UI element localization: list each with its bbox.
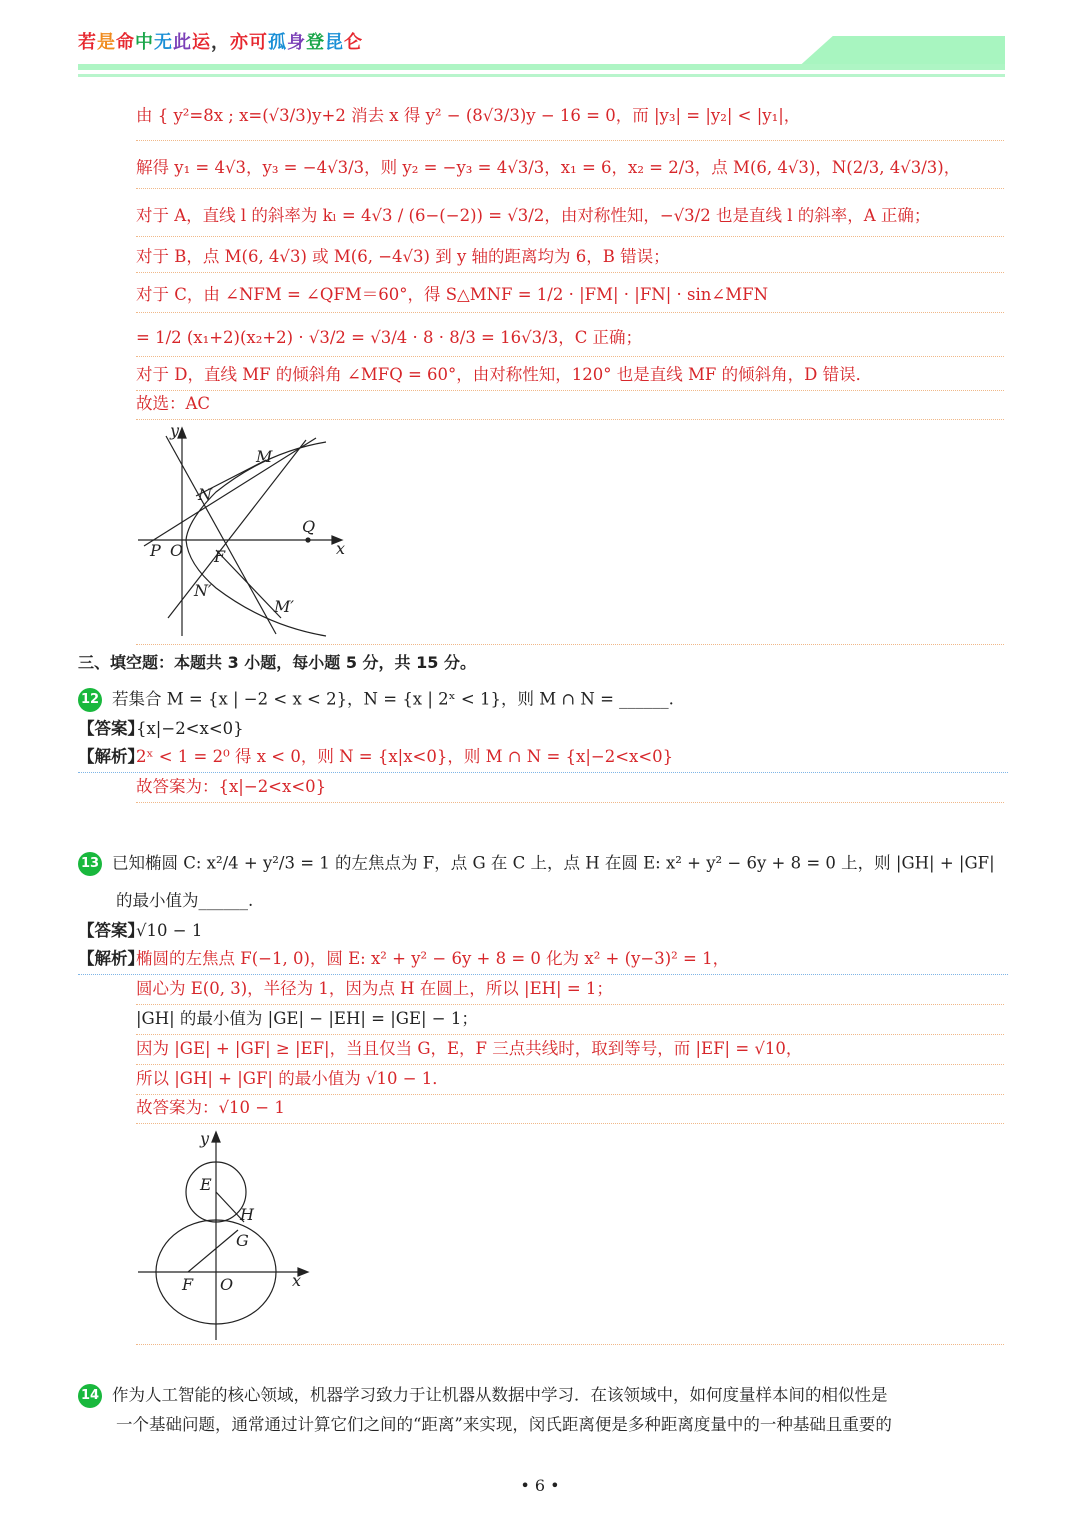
ellipse-figure: [136, 1126, 316, 1342]
answer-text: {x|−2<x<0}: [136, 719, 244, 738]
label-N: N: [198, 485, 212, 504]
divider: [136, 1344, 1004, 1345]
solution-line-8: 故选：AC: [136, 393, 1004, 420]
q13-answer: [78, 920, 1008, 942]
question-14: [78, 1384, 1008, 1408]
section-title: 三、填空题：本题共 3 小题，每小题 5 分，共 15 分。: [78, 653, 476, 672]
label-P: P: [150, 541, 161, 560]
slogan-char: 若: [78, 32, 97, 53]
solution-line-5: 对于 C，由 ∠NFM = ∠QFM＝60°，得 S△MNF = 1/2 · |FM| · |FN| · sin∠MFN: [136, 282, 1004, 313]
solution-line-2: 解得 y₁ = 4√3，y₃ = −4√3/3，则 y₂ = −y₃ = 4√3/3，x₁ = 6，x₂ = 2/3，点 M(6, 4√3)，N(2/3, 4√3/3)，: [136, 152, 1004, 189]
label-Q: Q: [302, 517, 316, 536]
slogan-char: 是: [97, 32, 116, 53]
q12-answer: [78, 718, 1008, 740]
label-O: O: [170, 541, 184, 560]
question-text-1: 已知椭圆 C: x²/4 + y²/3 = 1 的左焦点为 F，点 G 在 C 上，点 H 在圆 E: x² + y² − 6y + 8 = 0 上，则 |GH| + |GF|: [112, 853, 995, 873]
analysis-line-5: 所以 |GH| + |GF| 的最小值为 √10 − 1．: [136, 1068, 1004, 1095]
answer-text: √10 − 1: [136, 921, 203, 940]
slogan-char: 运: [192, 32, 211, 53]
label-F: F: [214, 547, 226, 566]
analysis-line-1: 2ˣ < 1 = 2⁰ 得 x < 0，则 N = {x|x<0}，则 M ∩ N = {x|−2<x<0}: [136, 747, 674, 766]
label-M: M: [256, 447, 273, 466]
label-x: x: [336, 539, 346, 558]
analysis-tag: 【解析】: [78, 949, 144, 968]
slogan-char: 亦: [230, 32, 249, 53]
solution-line-3: 对于 A，直线 l 的斜率为 kₗ = 4√3 / (6−(−2)) = √3/2，由对称性知，−√3/2 也是直线 l 的斜率，A 正确；: [136, 200, 1004, 237]
line-FG: [188, 1230, 238, 1272]
analysis-line-6: 故答案为：√10 − 1: [136, 1097, 1004, 1124]
question-number: 12: [78, 688, 102, 712]
y-axis-arrow: [212, 1132, 220, 1142]
slogan-char: 昆: [325, 32, 344, 53]
analysis-tag: 【解析】: [78, 747, 144, 766]
label-N-prime: N′: [194, 581, 212, 600]
slogan-char: 仑: [344, 32, 363, 53]
analysis-line-4: 因为 |GE| + |GF| ≥ |EF|，当且仅当 G，E，F 三点共线时，取到等号，而 |EF| = √10，: [136, 1038, 1004, 1065]
slogan-char: 此: [173, 32, 192, 53]
question-text-2: 一个基础问题，通常通过计算它们之间的“距离”来实现，闵氏距离便是多种距离度量中的一种基础且重要的: [116, 1415, 892, 1434]
slogan-char: 可: [249, 32, 268, 53]
tangent-line: [144, 438, 316, 546]
parabola-figure: [136, 422, 356, 640]
label-x: x: [292, 1271, 302, 1290]
parabola-curve: [186, 442, 326, 636]
solution-line-7: 对于 D，直线 MF 的倾斜角 ∠MFQ = 60°，由对称性知，120° 也是直线 MF 的倾斜角，D 错误．: [136, 364, 1004, 391]
q12-final-answer: 故答案为：{x|−2<x<0}: [136, 776, 1004, 803]
answer-tag: 【答案】: [78, 719, 144, 738]
question-text-1: 作为人工智能的核心领域，机器学习致力于让机器从数据中学习．在该领域中，如何度量样本间的相似性是: [112, 1385, 888, 1405]
slogan-char: 无: [154, 32, 173, 53]
answer-tag: 【答案】: [78, 921, 144, 940]
divider: [136, 644, 1004, 645]
slogan-char: 孤: [268, 32, 287, 53]
label-O: O: [220, 1275, 234, 1294]
analysis-line-2: 圆心为 E(0, 3)，半径为 1，因为点 H 在圆上，所以 |EH| = 1；: [136, 978, 1004, 1005]
line-FM-prime: [216, 550, 281, 618]
question-text-2: 的最小值为______.: [116, 891, 254, 910]
slogan-char: 登: [306, 32, 325, 53]
solution-line-4: 对于 B，点 M(6, 4√3) 或 M(6, −4√3) 到 y 轴的距离均为 6，B 错误；: [136, 246, 1004, 273]
question-text: 若集合 M = {x | −2 < x < 2}，N = {x | 2ˣ < 1}，则 M ∩ N = ______.: [112, 689, 674, 709]
question-number: 13: [78, 852, 102, 876]
question-number: 14: [78, 1384, 102, 1408]
analysis-line-3: |GH| 的最小值为 |GE| − |EH| = |GE| − 1；: [136, 1008, 1004, 1035]
q12-analysis: [78, 746, 1008, 773]
slogan-char: ，: [211, 32, 230, 53]
question-13: [78, 852, 1008, 876]
header-band-thin: [78, 74, 1005, 77]
slogan-char: 命: [116, 32, 135, 53]
analysis-line-1: 椭圆的左焦点 F(−1, 0)，圆 E: x² + y² − 6y + 8 = 0 化为 x² + (y−3)² = 1，: [136, 949, 730, 968]
point-Q: [306, 538, 310, 542]
label-G: G: [236, 1231, 249, 1250]
slogan-char: 中: [135, 32, 154, 53]
question-12: [78, 688, 1008, 712]
solution-line-1: 由 { y²=8x ; x=(√3/3)y+2 消去 x 得 y² − (8√3/3)y − 16 = 0，而 |y₃| = |y₂| < |y₁|，: [136, 96, 1004, 141]
label-F: F: [182, 1275, 194, 1294]
label-E: E: [200, 1175, 212, 1194]
label-M-prime: M′: [274, 597, 295, 616]
label-y: y: [170, 422, 180, 440]
q13-analysis: [78, 948, 1008, 975]
slogan-char: 身: [287, 32, 306, 53]
solution-line-6: = 1/2 (x₁+2)(x₂+2) · √3/2 = √3/4 · 8 · 8/3 = 16√3/3，C 正确；: [136, 322, 1004, 357]
y-axis-arrow: [178, 428, 186, 438]
label-y: y: [200, 1129, 210, 1148]
page-number: • 6 •: [520, 1476, 560, 1495]
header-slogan: [78, 28, 363, 54]
header-band: [78, 64, 1005, 70]
label-H: H: [240, 1205, 254, 1224]
